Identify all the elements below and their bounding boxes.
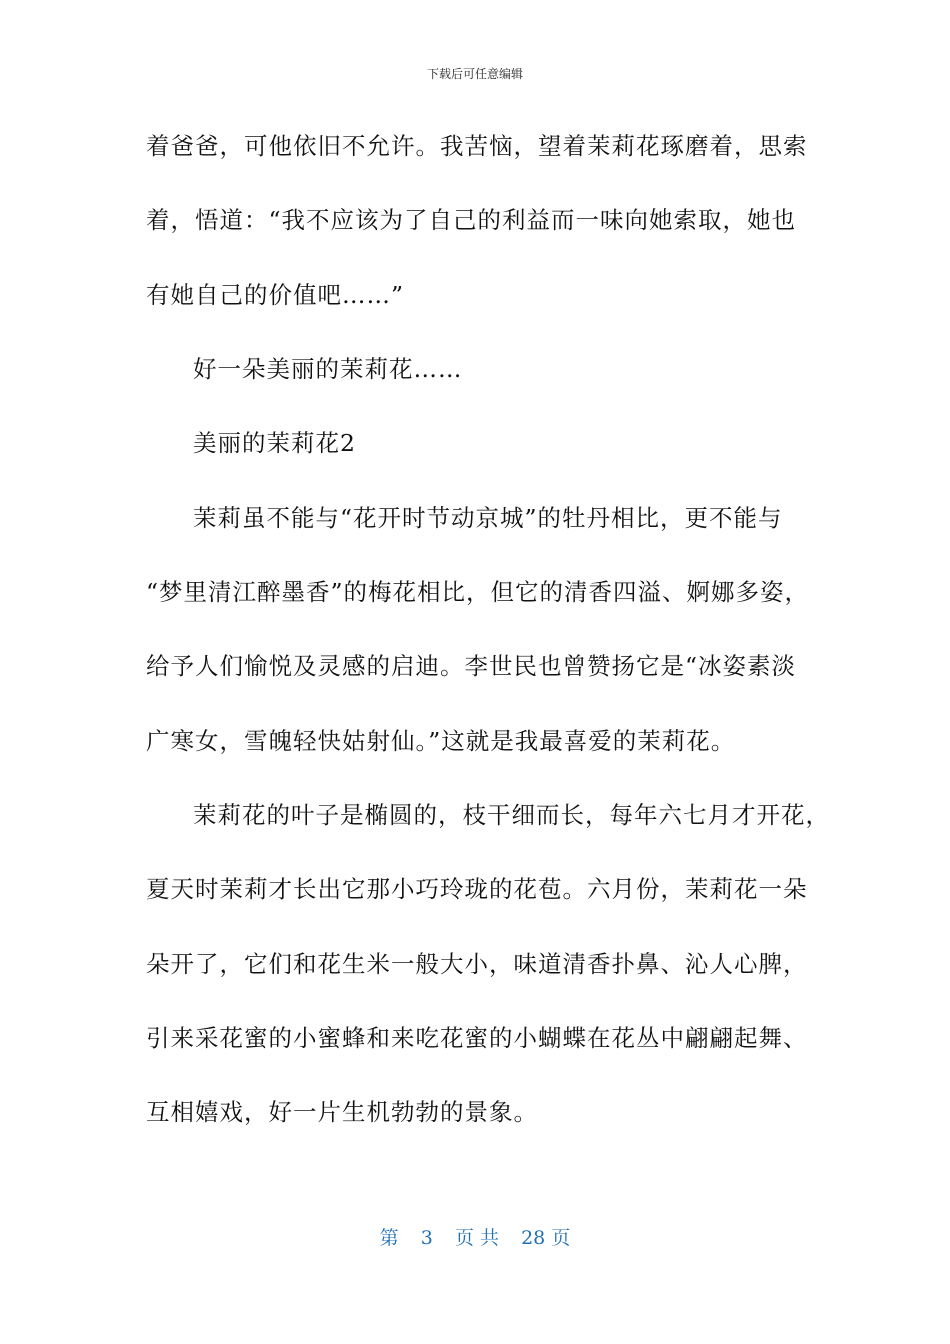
paragraph-line: “梦里清江醉墨香”的梅花相比，但它的清香四溢、婀娜多姿， — [146, 578, 810, 606]
paragraph-line: 给予人们愉悦及灵感的启迪。李世民也曾赞扬它是“冰姿素淡 — [146, 652, 797, 680]
paragraph-line: 夏天时茉莉才长出它那小巧玲珑的花苞。六月份，茉莉花一朵 — [146, 875, 808, 903]
page-footer-suffix: 页 — [551, 1227, 571, 1249]
page-number-total: 28 — [521, 1227, 546, 1249]
paragraph-line: 好一朵美丽的茉莉花…… — [193, 355, 463, 383]
paragraph-line: 着爸爸，可他依旧不允许。我苦恼，望着茉莉花琢磨着，思索 — [146, 132, 808, 160]
page-footer — [0, 1226, 950, 1250]
page-footer-prefix: 第 — [379, 1227, 399, 1249]
paragraph-line: 引来采花蜜的小蜜蜂和来吃花蜜的小蝴蝶在花丛中翩翩起舞、 — [146, 1024, 808, 1052]
section-heading: 美丽的茉莉花2 — [193, 429, 356, 457]
page-number-current: 3 — [420, 1227, 433, 1249]
paragraph-line: 茉莉虽不能与“花开时节动京城”的牡丹相比，更不能与 — [193, 504, 783, 532]
paragraph-line: 着，悟道：“我不应该为了自己的利益而一味向她索取，她也 — [146, 206, 797, 234]
paragraph-line: 广寒女，雪魄轻快姑射仙。”这就是我最喜爱的茉莉花。 — [146, 727, 736, 755]
paragraph-line: 朵开了，它们和花生米一般大小，味道清香扑鼻、沁人心脾， — [146, 950, 808, 978]
page-footer-middle: 页 共 — [454, 1227, 499, 1249]
paragraph-line: 茉莉花的叶子是椭圆的，枝干细而长，每年六七月才开花， — [193, 801, 830, 829]
page-header-note: 下载后可任意编辑 — [426, 67, 523, 81]
paragraph-line: 互相嬉戏，好一片生机勃勃的景象。 — [146, 1098, 538, 1126]
paragraph-line: 有她自己的价值吧……” — [146, 281, 405, 309]
